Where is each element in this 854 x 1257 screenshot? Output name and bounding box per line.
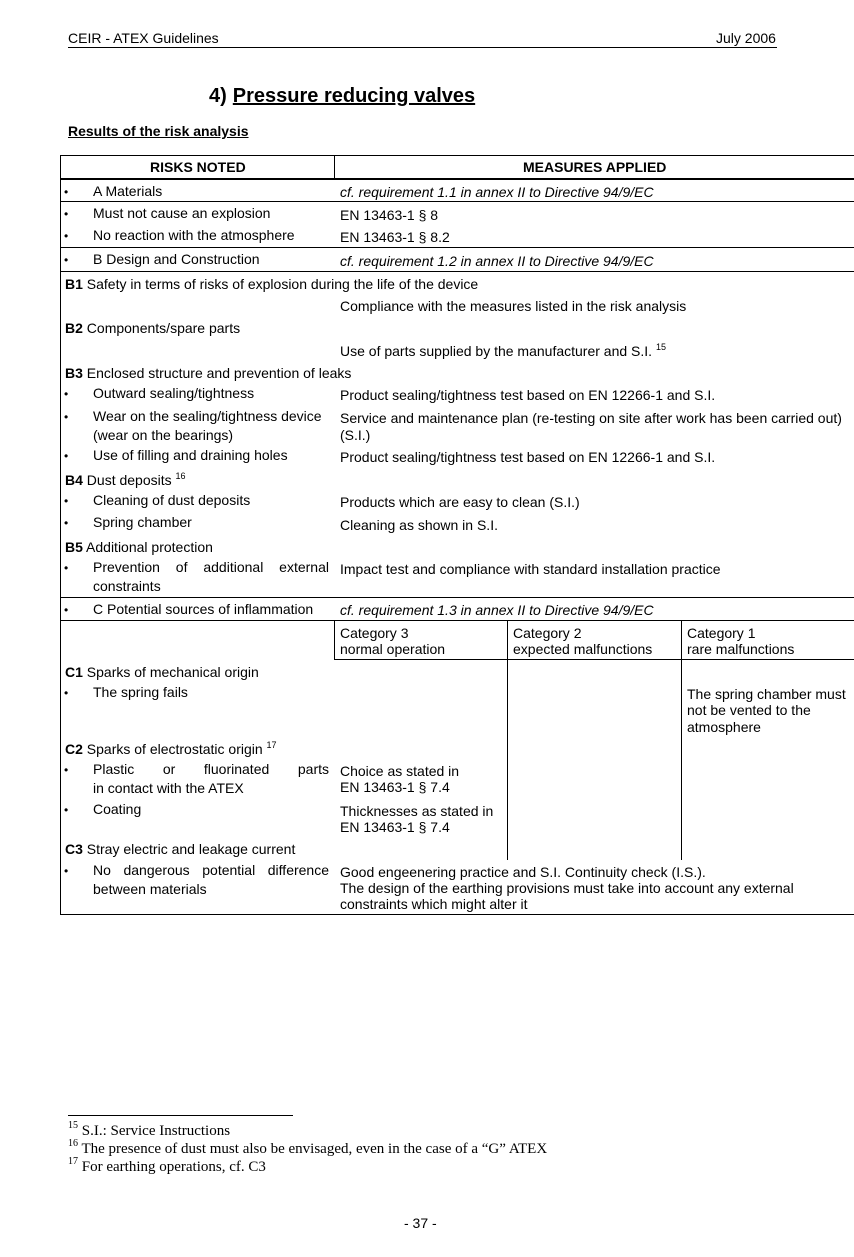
bullet: • (64, 449, 69, 463)
footnote-ref: 16 (175, 471, 186, 481)
risk-item-continued: constraints (93, 578, 161, 594)
risk-item: Cleaning of dust deposits (93, 492, 251, 508)
group-a-reference: cf. requirement 1.1 in annex II to Directive 94/9/EC (340, 184, 654, 200)
b3-heading: B3 Enclosed structure and prevention of leaks (65, 365, 352, 381)
category-2-label: Category 2 (513, 625, 582, 641)
running-header-left: CEIR - ATEX Guidelines (68, 30, 219, 46)
risk-item: Spring chamber (93, 514, 192, 530)
page-number: - 37 - (404, 1215, 437, 1231)
header-divider (334, 155, 335, 179)
measure-item: Impact test and compliance with standard installation practice (340, 561, 721, 577)
footnote: $^{15}$ S.I.: Service Instructions (68, 1120, 231, 1139)
risk-item: Wear on the sealing/tightness device (93, 408, 322, 424)
group-b-reference: cf. requirement 1.2 in annex II to Directive 94/9/EC (340, 253, 654, 269)
section-title-text: Pressure reducing valves (232, 85, 476, 107)
bullet: • (64, 603, 69, 617)
measure-item: Use of parts supplied by the manufacturer and S.I. $^{15}$ (340, 342, 666, 359)
category-3-label: Category 3 (340, 625, 409, 641)
risk-item: No reaction with the atmosphere (93, 227, 295, 243)
group-a-heading: A Materials (93, 183, 163, 199)
category-divider (507, 620, 508, 860)
b4-heading: B4 Dust deposits $^{16}$ (65, 471, 186, 488)
group-c-heading: C Potential sources of inflammation (93, 601, 314, 617)
category-divider (681, 620, 682, 860)
measure-item: Service and maintenance plan (re-testing on site after work has been carried out) (340, 410, 842, 426)
footnote-ref: 17 (266, 740, 277, 750)
risk-item: No dangerous potential difference (93, 862, 329, 878)
risk-item: Plastic or fluorinated parts (93, 761, 329, 777)
risk-item: Prevention of additional external (93, 559, 329, 575)
category-2-desc: expected malfunctions (513, 641, 653, 657)
table-left-border (60, 155, 61, 915)
footnote: $^{16}$ The presence of dust must also be envisaged, even in the case of a “G” ATEX (68, 1138, 548, 1157)
c1-heading: C1 Sparks of mechanical origin (65, 664, 259, 680)
b2-heading: B2 Components/spare parts (65, 320, 241, 336)
measure-item: EN 13463-1 § 8.2 (340, 229, 450, 245)
c3-heading: C3 Stray electric and leakage current (65, 841, 296, 857)
measure-item: Thicknesses as stated in (340, 803, 494, 819)
measure-item: Products which are easy to clean (S.I.) (340, 494, 580, 510)
row-rule (60, 271, 854, 272)
subsection-title: Results of the risk analysis (68, 123, 249, 139)
measure-item: Compliance with the measures listed in the risk analysis (340, 298, 687, 314)
row-rule (60, 201, 854, 202)
bullet: • (64, 410, 69, 424)
category-1-desc: rare malfunctions (687, 641, 795, 657)
b5-heading: B5 Additional protection (65, 539, 213, 555)
footnote-ref: 15 (655, 342, 666, 352)
bullet: • (64, 561, 69, 575)
table-bottom-border (60, 914, 854, 915)
group-c-reference: cf. requirement 1.3 in annex II to Directive 94/9/EC (340, 602, 654, 618)
measure-item-continued: not be vented to the (687, 702, 811, 718)
section-number: 4) (209, 85, 227, 107)
bullet: • (64, 686, 69, 700)
category-3-desc: normal operation (340, 641, 446, 657)
risk-item: The spring fails (93, 684, 188, 700)
row-rule (60, 597, 854, 598)
measure-item: Good engeenering practice and S.I. Continuity check (I.S.). (340, 864, 706, 880)
bullet: • (64, 253, 69, 267)
measure-item: Product sealing/tightness test based on EN 12266-1 and S.I. (340, 387, 716, 403)
risk-item-continued: (wear on the bearings) (93, 427, 234, 443)
bullet: • (64, 763, 69, 777)
risk-item: Coating (93, 801, 142, 817)
measure-item-continued: constraints which might alter it (340, 896, 528, 912)
measure-item-continued: EN 13463-1 § 7.4 (340, 779, 450, 795)
risk-item: Must not cause an explosion (93, 205, 271, 221)
category-header-rule (334, 659, 854, 660)
table-top-border (60, 155, 854, 156)
row-rule (60, 620, 854, 621)
category-divider (334, 620, 335, 660)
bullet: • (64, 803, 69, 817)
bullet: • (64, 185, 69, 199)
measure-item: Product sealing/tightness test based on EN 12266-1 and S.I. (340, 449, 716, 465)
bullet: • (64, 494, 69, 508)
measure-item-continued: EN 13463-1 § 7.4 (340, 819, 450, 835)
measure-item-continued: The design of the earthing provisions must take into account any external (340, 880, 794, 896)
bullet: • (64, 207, 69, 221)
table-header-rule (60, 178, 854, 180)
measure-item: The spring chamber must (687, 686, 846, 702)
measure-item-continued: atmosphere (687, 719, 761, 735)
header-rule (68, 47, 777, 48)
measure-item: EN 13463-1 § 8 (340, 207, 439, 223)
bullet: • (64, 229, 69, 243)
risk-item: Outward sealing/tightness (93, 385, 255, 401)
b1-heading: B1 Safety in terms of risks of explosion during the life of the device (65, 276, 479, 292)
measure-item: Cleaning as shown in S.I. (340, 517, 498, 533)
bullet: • (64, 516, 69, 530)
bullet: • (64, 864, 69, 878)
c2-heading: C2 Sparks of electrostatic origin $^{17}$ (65, 740, 277, 757)
column-header-measures: MEASURES APPLIED (523, 159, 667, 175)
risk-item-continued: between materials (93, 881, 207, 897)
footnote-separator (68, 1115, 293, 1116)
measure-item-continued: (S.I.) (340, 427, 371, 443)
category-1-label: Category 1 (687, 625, 756, 641)
section-title (209, 85, 475, 108)
risk-item: Use of filling and draining holes (93, 447, 288, 463)
footnote: $^{17}$ For earthing operations, cf. C3 (68, 1156, 266, 1175)
bullet: • (64, 387, 69, 401)
measure-item: Choice as stated in (340, 763, 460, 779)
column-header-risks: RISKS NOTED (150, 159, 246, 175)
risk-item-continued: in contact with the ATEX (93, 780, 244, 796)
row-rule (60, 247, 854, 248)
running-header-date: July 2006 (716, 30, 776, 46)
group-b-heading: B Design and Construction (93, 251, 260, 267)
